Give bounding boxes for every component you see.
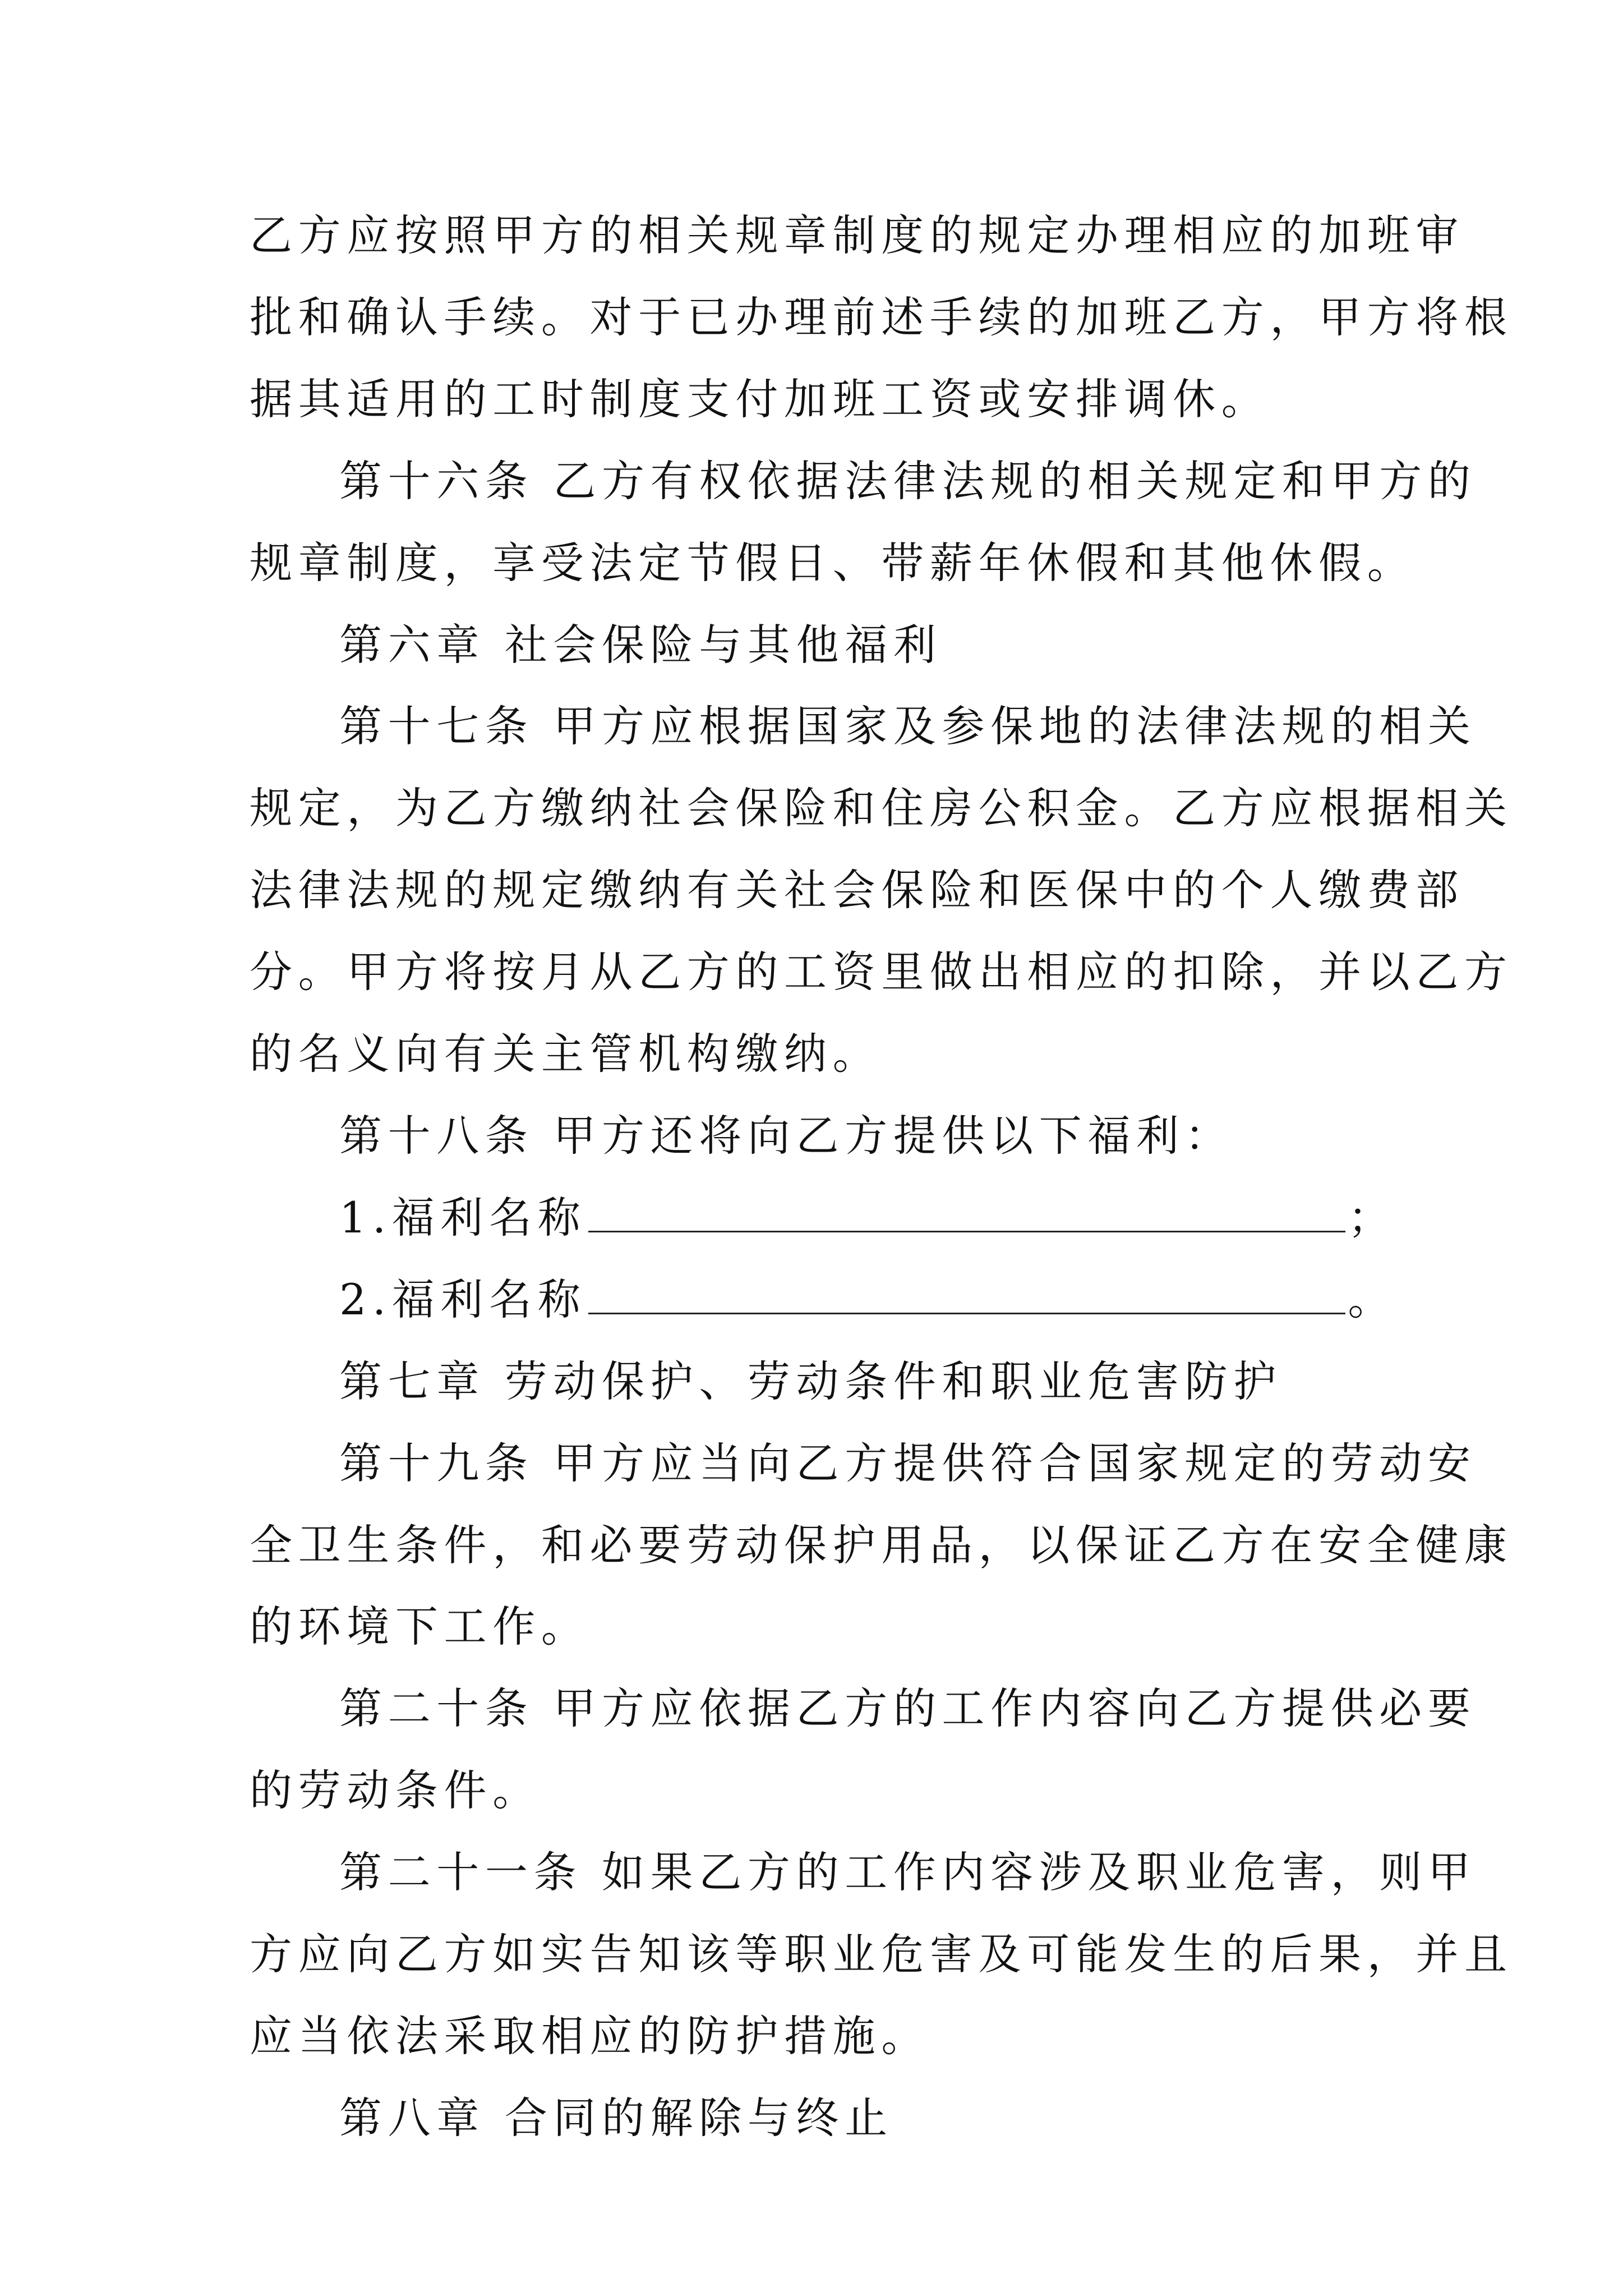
text-line: 乙方应按照甲方的相关规章制度的规定办理相应的加班审 [250, 210, 1464, 260]
chapter-6-heading: 第六章 社会保险与其他福利 [339, 620, 942, 670]
text-line: 全卫生条件，和必要劳动保护用品，以保证乙方在安全健康 [250, 1520, 1513, 1570]
article-17-line: 第十七条 甲方应根据国家及参保地的法律法规的相关 [339, 701, 1477, 751]
welfare-item [339, 1190, 1396, 1246]
text-line: 的环境下工作。 [250, 1602, 590, 1651]
text-line: 法律法规的规定缴纳有关社会保险和医保中的个人缴费部 [250, 865, 1464, 915]
fill-in-blank[interactable] [588, 1273, 1345, 1314]
text-line: 分。甲方将按月从乙方的工资里做出相应的扣除，并以乙方 [250, 947, 1513, 997]
text-line: 应当依法采取相应的防护措施。 [250, 2011, 930, 2061]
welfare-label: 1.福利名称 [339, 1193, 587, 1243]
article-19-line: 第十九条 甲方应当向乙方提供符合国家规定的劳动安 [339, 1438, 1477, 1488]
fill-in-blank[interactable] [588, 1191, 1345, 1232]
chapter-8-heading: 第八章 合同的解除与终止 [339, 2093, 893, 2143]
article-18-line: 第十八条 甲方还将向乙方提供以下福利： [339, 1111, 1234, 1161]
welfare-item [339, 1272, 1396, 1328]
text-line: 规定，为乙方缴纳社会保险和住房公积金。乙方应根据相关 [250, 783, 1513, 833]
chapter-7-heading: 第七章 劳动保护、劳动条件和职业危害防护 [339, 1356, 1282, 1406]
article-16-line: 第十六条 乙方有权依据法律法规的相关规定和甲方的 [339, 456, 1477, 506]
text-line: 方应向乙方如实告知该等职业危害及可能发生的后果，并且 [250, 1929, 1513, 1979]
welfare-end-punct: 。 [1348, 1274, 1396, 1324]
welfare-end-punct: ； [1348, 1193, 1396, 1243]
text-line: 的名义向有关主管机构缴纳。 [250, 1029, 882, 1079]
text-line: 据其适用的工时制度支付加班工资或安排调休。 [250, 374, 1270, 424]
text-line: 批和确认手续。对于已办理前述手续的加班乙方，甲方将根 [250, 292, 1513, 342]
article-21-line: 第二十一条 如果乙方的工作内容涉及职业危害，则甲 [339, 1847, 1477, 1897]
text-line: 的劳动条件。 [250, 1765, 541, 1815]
welfare-label: 2.福利名称 [339, 1274, 587, 1324]
article-20-line: 第二十条 甲方应依据乙方的工作内容向乙方提供必要 [339, 1683, 1477, 1733]
text-line: 规章制度，享受法定节假日、带薪年休假和其他休假。 [250, 538, 1416, 588]
